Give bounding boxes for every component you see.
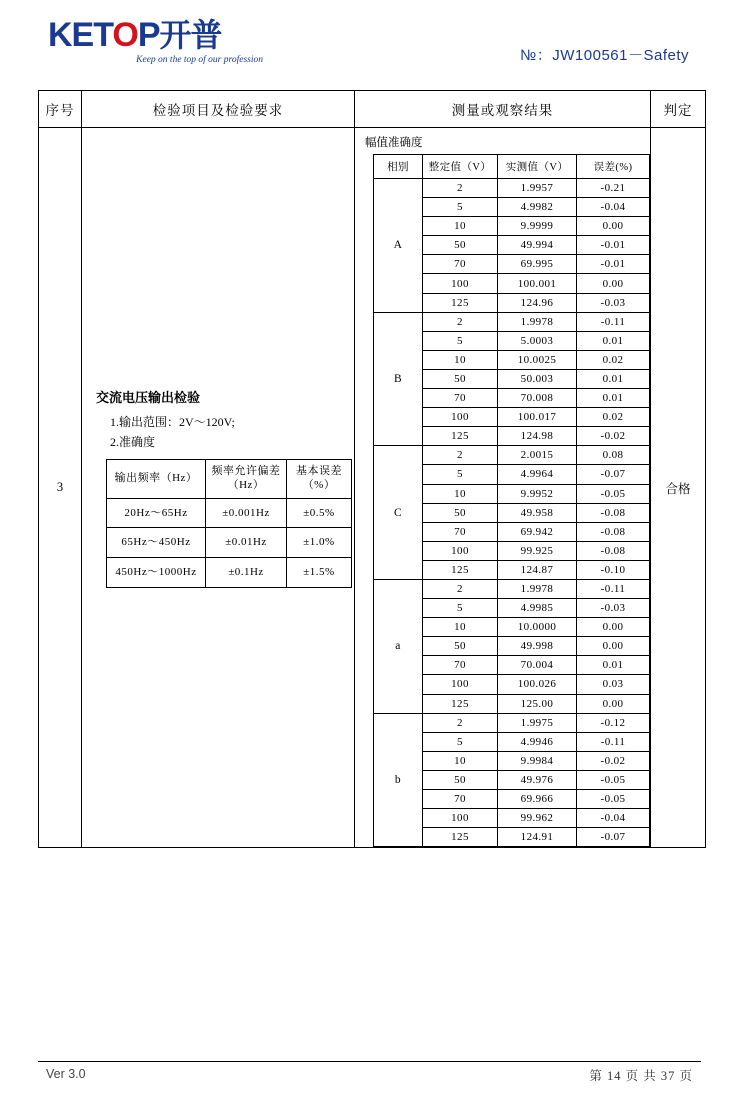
meas-cell: 99.962 [498,809,577,828]
header-cell-result: 测量或观察结果 [355,91,651,128]
meas-cell: 125 [423,293,498,312]
freq-header-row [107,460,352,499]
meas-cell: 69.995 [498,255,577,274]
meas-header-cell: 相别 [374,155,423,179]
meas-cell: 5 [423,465,498,484]
meas-cell: 9.9984 [498,751,577,770]
meas-cell: -0.02 [577,427,650,446]
meas-cell: -0.07 [577,465,650,484]
meas-cell: 100 [423,408,498,427]
meas-cell: 70 [423,389,498,408]
meas-cell: 4.9982 [498,198,577,217]
meas-row [374,446,650,465]
meas-cell: -0.03 [577,293,650,312]
meas-cell: 49.998 [498,637,577,656]
meas-cell: -0.08 [577,503,650,522]
meas-cell: -0.11 [577,579,650,598]
meas-cell: -0.21 [577,179,650,198]
meas-cell: 70 [423,790,498,809]
meas-cell: -0.01 [577,236,650,255]
freq-header-cell: 输出频率（Hz） [107,460,206,499]
meas-cell: 49.994 [498,236,577,255]
meas-cell: 1.9975 [498,713,577,732]
meas-cell: 100 [423,675,498,694]
meas-cell: 10 [423,350,498,369]
meas-cell: 0.00 [577,217,650,236]
meas-cell: 49.976 [498,770,577,789]
meas-cell: 0.01 [577,369,650,388]
meas-cell: 124.98 [498,427,577,446]
meas-cell: -0.11 [577,732,650,751]
meas-cell: -0.02 [577,751,650,770]
meas-cell: 50 [423,369,498,388]
measurement-wrap [355,128,650,847]
header-cell-no: 序号 [39,91,82,128]
meas-cell: 10.0000 [498,618,577,637]
frequency-spec-table [106,459,352,588]
meas-cell: 2.0015 [498,446,577,465]
meas-header-cell: 实测值（V） [498,155,577,179]
meas-cell: 100.017 [498,408,577,427]
meas-cell: 0.01 [577,656,650,675]
amplitude-accuracy-table [373,154,650,847]
header-cell-item: 检验项目及检验要求 [82,91,355,128]
meas-cell: 1.9978 [498,312,577,331]
document-number: №：JW100561－Safety [520,47,689,64]
meas-cell: 70.008 [498,389,577,408]
meas-cell: 0.08 [577,446,650,465]
logo-text-part2: P [137,16,160,54]
meas-cell: 100.001 [498,274,577,293]
item-line-range: 1.输出范围：2V～120V; [110,414,235,429]
meas-phase-cell: b [374,713,423,847]
company-logo [48,18,268,65]
header-cell-judge: 判定 [651,91,706,128]
meas-cell: 69.942 [498,522,577,541]
freq-row [107,498,352,528]
freq-cell: ±0.1Hz [206,558,287,588]
meas-cell: 10 [423,217,498,236]
meas-cell: 125.00 [498,694,577,713]
item-title: 交流电压输出检验 [96,390,201,406]
meas-cell: 125 [423,828,498,847]
logo-text-accent: O [112,16,138,54]
meas-cell: 0.00 [577,637,650,656]
table-row [39,128,706,848]
meas-cell: 100 [423,809,498,828]
meas-cell: -0.11 [577,312,650,331]
meas-cell: 4.9964 [498,465,577,484]
freq-cell: 20Hz～65Hz [107,498,206,528]
row-number: 3 [39,128,82,848]
meas-cell: 125 [423,427,498,446]
meas-cell: 5 [423,198,498,217]
meas-cell: 10 [423,618,498,637]
meas-cell: 50 [423,503,498,522]
meas-cell: 0.00 [577,694,650,713]
meas-cell: 2 [423,579,498,598]
judgement-value: 合格 [651,128,706,848]
meas-header-cell: 误差(%) [577,155,650,179]
meas-cell: 0.00 [577,274,650,293]
meas-cell: -0.05 [577,484,650,503]
meas-phase-cell: a [374,579,423,713]
meas-cell: -0.08 [577,522,650,541]
meas-cell: 0.01 [577,331,650,350]
freq-row [107,528,352,558]
meas-cell: 50 [423,770,498,789]
meas-cell: -0.03 [577,599,650,618]
meas-cell: 9.9952 [498,484,577,503]
freq-cell: ±1.0% [287,528,352,558]
meas-cell: 70 [423,522,498,541]
meas-phase-cell: B [374,312,423,446]
footer-divider [38,1061,701,1062]
meas-header-row [374,155,650,179]
meas-cell: 0.03 [577,675,650,694]
logo-slogan: Keep on the top of our profession [136,55,263,65]
meas-cell: 50 [423,637,498,656]
meas-cell: -0.08 [577,541,650,560]
measurement-result-cell [355,128,651,848]
meas-cell: 5.0003 [498,331,577,350]
meas-cell: 0.00 [577,618,650,637]
freq-header-cell: 基本误差（%） [287,460,352,499]
meas-cell: 99.925 [498,541,577,560]
footer-version: Ver 3.0 [46,1067,86,1081]
item-line-accuracy: 2.准确度 [110,434,156,449]
meas-cell: 2 [423,312,498,331]
meas-cell: 2 [423,713,498,732]
freq-cell: ±0.5% [287,498,352,528]
meas-cell: 1.9978 [498,579,577,598]
meas-cell: 0.02 [577,350,650,369]
meas-cell: -0.10 [577,560,650,579]
meas-cell: 70 [423,656,498,675]
meas-cell: 50 [423,236,498,255]
logo-wordmark [48,18,268,52]
meas-cell: -0.04 [577,809,650,828]
meas-cell: -0.01 [577,255,650,274]
meas-cell: 0.01 [577,389,650,408]
meas-row [374,312,650,331]
meas-cell: -0.05 [577,790,650,809]
meas-cell: 125 [423,560,498,579]
meas-cell: 49.958 [498,503,577,522]
meas-cell: 1.9957 [498,179,577,198]
meas-cell: 50.003 [498,369,577,388]
meas-cell: 5 [423,331,498,350]
meas-cell: 5 [423,599,498,618]
meas-cell: 69.966 [498,790,577,809]
page-header [38,0,701,90]
freq-header-cell: 频率允许偏差（Hz） [206,460,287,499]
meas-cell: -0.05 [577,770,650,789]
meas-cell: 124.91 [498,828,577,847]
meas-cell: 124.96 [498,293,577,312]
meas-cell: 124.87 [498,560,577,579]
freq-cell: ±0.01Hz [206,528,287,558]
meas-phase-cell: A [374,179,423,313]
meas-cell: 70 [423,255,498,274]
meas-cell: -0.07 [577,828,650,847]
meas-cell: 10 [423,751,498,770]
freq-cell: ±1.5% [287,558,352,588]
meas-cell: 125 [423,694,498,713]
inspection-item-cell [82,128,355,848]
table-header-row [39,91,706,128]
logo-text-part1: KET [48,16,113,54]
meas-cell: -0.12 [577,713,650,732]
meas-cell: 4.9985 [498,599,577,618]
freq-cell: ±0.001Hz [206,498,287,528]
meas-phase-cell: C [374,446,423,580]
meas-cell: 70.004 [498,656,577,675]
meas-cell: 100 [423,541,498,560]
footer-page-number: 第 14 页 共 37 页 [589,1069,693,1083]
meas-cell: 10.0025 [498,350,577,369]
meas-row [374,179,650,198]
logo-text-chinese: 开普 [159,17,222,53]
inspection-table [38,90,706,848]
meas-header-cell: 整定值（V） [423,155,498,179]
measurement-title: 幅值准确度 [365,137,423,149]
meas-cell: 100.026 [498,675,577,694]
meas-cell: 0.02 [577,408,650,427]
meas-row [374,579,650,598]
meas-cell: 9.9999 [498,217,577,236]
meas-cell: 10 [423,484,498,503]
inspection-item-body [82,387,354,587]
meas-cell: 2 [423,446,498,465]
meas-cell: 4.9946 [498,732,577,751]
freq-row [107,558,352,588]
meas-cell: -0.04 [577,198,650,217]
meas-row [374,713,650,732]
meas-cell: 5 [423,732,498,751]
meas-cell: 2 [423,179,498,198]
freq-cell: 450Hz～1000Hz [107,558,206,588]
page-footer [38,1061,701,1087]
freq-cell: 65Hz～450Hz [107,528,206,558]
meas-cell: 100 [423,274,498,293]
